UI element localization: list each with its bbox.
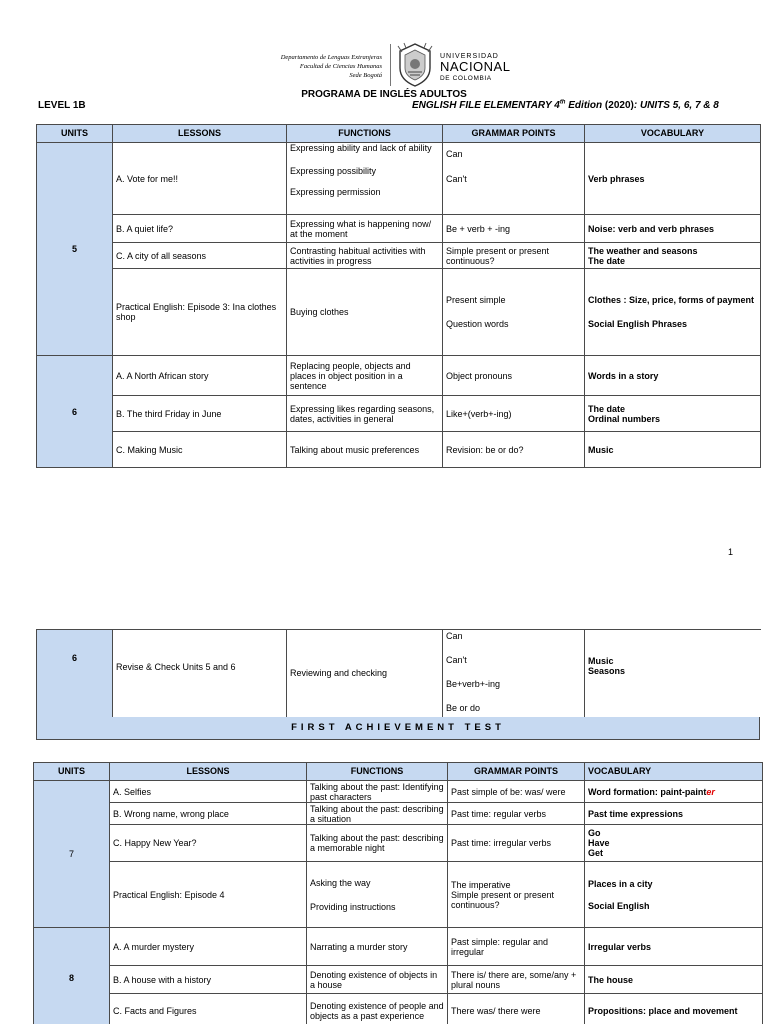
lesson-cell: Practical English: Episode 3: Ina clothes shop (113, 269, 287, 356)
functions-cell: Expressing what is happening now/ at the moment (287, 215, 443, 243)
col-grammar: GRAMMAR POINTS (443, 125, 585, 143)
lesson-cell: A. A North African story (113, 356, 287, 396)
table-row (37, 396, 761, 432)
university-country: DE COLOMBIA (440, 75, 492, 82)
table-row (37, 269, 761, 356)
vocabulary-cell: Clothes : Size, price, forms of payment Social English Phrases (585, 269, 761, 356)
unit-number: 6 (37, 630, 113, 718)
table-row (37, 215, 761, 243)
header-divider (390, 44, 391, 86)
level-label: LEVEL 1B (38, 100, 86, 111)
functions-cell: Contrasting habitual activities with activities in progress (287, 243, 443, 269)
dept-line-2: Facultad de Ciencias Humanas (299, 63, 382, 70)
revise-check-table (36, 629, 761, 718)
university-label: UNIVERSIDAD (440, 53, 499, 60)
lesson-cell: A. A murder mystery (110, 928, 307, 966)
grammar-cell: Can Can't Be+verb+-ing Be or do (443, 630, 585, 718)
table-header-row (34, 763, 763, 781)
grammar-cell: Past time: regular verbs (448, 803, 585, 825)
vocabulary-cell: The weather and seasons The date (585, 243, 761, 269)
grammar-cell: The imperative Simple present or present continuous? (448, 862, 585, 928)
dept-line-3: Sede Bogotá (349, 72, 382, 79)
grammar-cell: Like+(verb+-ing) (443, 396, 585, 432)
table-row (34, 928, 763, 966)
unit-number: 6 (37, 356, 113, 468)
unit-number: 8 (34, 928, 110, 1024)
col-functions: FUNCTIONS (287, 125, 443, 143)
unit-number: 7 (34, 781, 110, 928)
table-row (34, 994, 763, 1024)
table-row (34, 803, 763, 825)
grammar-cell: There was/ there were (448, 994, 585, 1024)
lesson-cell: C. Facts and Figures (110, 994, 307, 1024)
col-vocabulary: VOCABULARY (585, 763, 763, 781)
vocabulary-cell: Verb phrases (585, 143, 761, 215)
vocabulary-cell: Propositions: place and movement (585, 994, 763, 1024)
lesson-cell: Revise & Check Units 5 and 6 (113, 630, 287, 718)
functions-cell: Asking the way Providing instructions (307, 862, 448, 928)
functions-cell: Talking about the past: Identifying past characters (307, 781, 448, 803)
functions-cell: Denoting existence of people and objects as a past experience (307, 994, 448, 1024)
table-row (37, 630, 761, 718)
lesson-cell: B. Wrong name, wrong place (110, 803, 307, 825)
lesson-cell: C. Making Music (113, 432, 287, 468)
table-row (37, 356, 761, 396)
grammar-cell: Can Can't (443, 143, 585, 215)
unit-number: 5 (37, 143, 113, 356)
grammar-cell: Object pronouns (443, 356, 585, 396)
page-number: 1 (727, 547, 733, 557)
grammar-cell: Past simple: regular and irregular (448, 928, 585, 966)
functions-cell: Talking about music preferences (287, 432, 443, 468)
vocabulary-cell: Music (585, 432, 761, 468)
grammar-cell: Past time: irregular verbs (448, 825, 585, 862)
vocabulary-cell: Music Seasons (585, 630, 761, 718)
vocabulary-cell: The date Ordinal numbers (585, 396, 761, 432)
lesson-cell: C. A city of all seasons (113, 243, 287, 269)
functions-cell: Expressing likes regarding seasons, dates, activities in general (287, 396, 443, 432)
col-units: UNITS (34, 763, 110, 781)
col-units: UNITS (37, 125, 113, 143)
functions-cell: Buying clothes (287, 269, 443, 356)
grammar-cell: Revision: be or do? (443, 432, 585, 468)
grammar-cell: There is/ there are, some/any + plural nouns (448, 966, 585, 994)
vocabulary-cell: Words in a story (585, 356, 761, 396)
grammar-cell: Past simple of be: was/ were (448, 781, 585, 803)
col-vocabulary: VOCABULARY (585, 125, 761, 143)
vocabulary-cell: Go Have Get (585, 825, 763, 862)
vocabulary-cell: Past time expressions (585, 803, 763, 825)
grammar-cell: Simple present or present continuous? (443, 243, 585, 269)
col-functions: FUNCTIONS (307, 763, 448, 781)
functions-cell: Expressing ability and lack of ability Expressing possibility Expressing permission (287, 143, 443, 215)
table-row (37, 143, 761, 215)
table-row (37, 243, 761, 269)
table-row (34, 781, 763, 803)
col-lessons: LESSONS (110, 763, 307, 781)
program-title: PROGRAMA DE INGLÉS ADULTOS (301, 89, 467, 100)
col-lessons: LESSONS (113, 125, 287, 143)
dept-line-1: Departamento de Lenguas Extranjeras (280, 54, 382, 61)
functions-cell: Replacing people, objects and places in object position in a sentence (287, 356, 443, 396)
vocabulary-cell: Irregular verbs (585, 928, 763, 966)
lesson-cell: Practical English: Episode 4 (110, 862, 307, 928)
functions-cell: Denoting existence of objects in a house (307, 966, 448, 994)
functions-cell: Narrating a murder story (307, 928, 448, 966)
table-row (37, 432, 761, 468)
col-grammar: GRAMMAR POINTS (448, 763, 585, 781)
vocabulary-cell: Places in a city Social English (585, 862, 763, 928)
lesson-cell: B. The third Friday in June (113, 396, 287, 432)
lesson-cell: B. A house with a history (110, 966, 307, 994)
university-name: NACIONAL (440, 59, 511, 74)
department-text (200, 53, 382, 80)
functions-cell: Talking about the past: describing a memorable night (307, 825, 448, 862)
syllabus-table-units-7-8 (33, 762, 763, 1024)
lesson-cell: C. Happy New Year? (110, 825, 307, 862)
lesson-cell: A. Selfies (110, 781, 307, 803)
table-row (34, 825, 763, 862)
table-row (34, 862, 763, 928)
lesson-cell: A. Vote for me!! (113, 143, 287, 215)
achievement-test-banner: FIRST ACHIEVEMENT TEST (36, 717, 760, 740)
vocabulary-cell: The house (585, 966, 763, 994)
syllabus-table-units-5-6 (36, 124, 761, 468)
table-header-row (37, 125, 761, 143)
vocabulary-cell: Noise: verb and verb phrases (585, 215, 761, 243)
grammar-cell: Be + verb + -ing (443, 215, 585, 243)
vocabulary-cell: Word formation: paint-painter (585, 781, 763, 803)
university-crest-icon (396, 42, 434, 88)
book-title: ENGLISH FILE ELEMENTARY 4th Edition (2020): UNITS 5, 6, 7 & 8 (412, 99, 719, 111)
grammar-cell: Present simple Question words (443, 269, 585, 356)
table-row (34, 966, 763, 994)
functions-cell: Reviewing and checking (287, 630, 443, 718)
functions-cell: Talking about the past: describing a situation (307, 803, 448, 825)
lesson-cell: B. A quiet life? (113, 215, 287, 243)
